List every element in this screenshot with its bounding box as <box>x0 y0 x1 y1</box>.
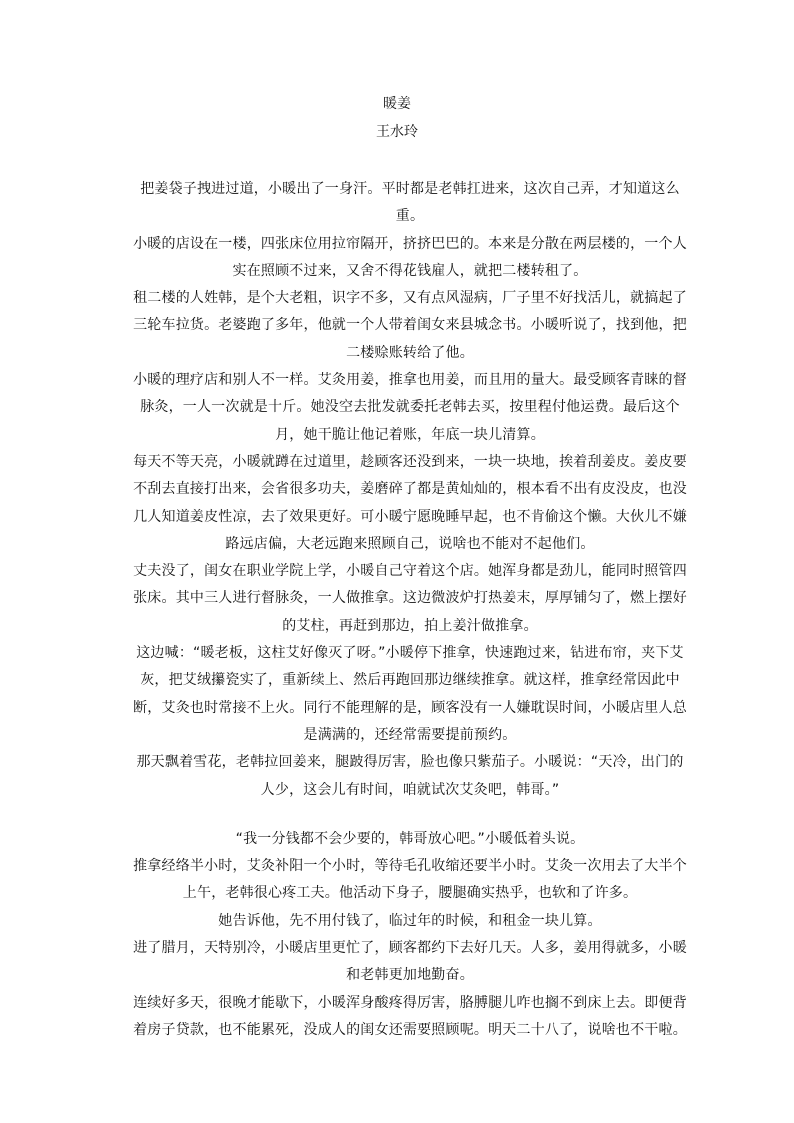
paragraph: 小暖的店设在一楼，四张床位用拉帘隔开，挤挤巴巴的。本来是分散在两层楼的，一个人实在照顾不过来，又舍不得花钱雇人，就把二楼转租了。 <box>133 235 687 279</box>
paragraph: 小暖的理疗店和别人不一样。艾灸用姜，推拿也用姜，而且用的量大。最受顾客青睐的督脉灸，一人一次就是十斤。她没空去批发就委托老韩去买，按里程付他运费。最后这个月，她干脆让他记着账，年底一块儿清算。 <box>133 372 687 443</box>
paragraph: 那天飘着雪花，老韩拉回姜来，腿跛得厉害，脸也像只紫茄子。小暖说：“天冷，出门的人少，这会儿有时间，咱就试次艾灸吧，韩哥。” <box>136 754 684 798</box>
paragraph: 进了腊月，天特别冷，小暖店里更忙了，顾客都约下去好几天。人多，姜用得就多，小暖和老韩更加地勤奋。 <box>133 940 687 984</box>
article-title: 暖姜 <box>383 96 411 112</box>
article-body <box>130 176 690 1044</box>
article-author: 王水玲 <box>376 124 418 140</box>
paragraph: 推拿经络半小时，艾灸补阳一个小时，等待毛孔收缩还要半小时。艾灸一次用去了大半个上午，老韩很心疼工夫。他活动下身子，腰腿确实热乎，也软和了许多。 <box>133 858 687 902</box>
paragraph: 把姜袋子拽进过道，小暖出了一身汗。平时都是老韩扛进来，这次自己弄，才知道这么重。 <box>140 181 680 225</box>
paragraph: 连续好多天，很晚才能歇下，小暖浑身酸疼得厉害，胳膊腿儿咋也搁不到床上去。即便背着房子贷款，也不能累死，没成人的闺女还需要照顾呢。明天二十八了，说啥也不干啦。 <box>133 994 687 1038</box>
paragraph: 她告诉他，先不用付钱了，临过年的时候，和租金一块儿算。 <box>218 912 602 929</box>
paragraph: 租二楼的人姓韩，是个大老粗，识字不多，又有点风湿病，厂子里不好找活儿，就搞起了三轮车拉货。老婆跑了多年，他就一个人带着闺女来县城念书。小暖听说了，找到他，把二楼赊账转给了他。 <box>133 290 687 361</box>
paragraph: 丈夫没了，闺女在职业学院上学，小暖自己守着这个店。她浑身都是劲儿，能同时照管四张床。其中三人进行督脉灸，一人做推拿。这边微波炉打热姜末，厚厚铺匀了，燃上摆好的艾柱，再赶到那边，拍上姜汁做推拿。 <box>133 563 687 634</box>
paragraph: 这边喊：“暖老板，这柱艾好像灭了呀。”小暖停下推拿，快速跑过来，钻进布帘，夹下艾灰，把艾绒攥瓷实了，重新续上、然后再跑回那边继续推拿。就这样，推拿经常因此中断，艾灸也时常接不上火。同行不能理解的是，顾客没有一人嫌耽误时间，小暖店里人总是满满的，还经常需要提前预约。 <box>133 645 687 743</box>
paragraph: “我一分钱都不会少要的，韩哥放心吧。”小暖低着头说。 <box>235 830 585 847</box>
paragraph: 每天不等天亮，小暖就蹲在过道里，趁顾客还没到来，一块一块地，挨着刮姜皮。姜皮要不刮去直接打出来，会省很多功夫，姜磨碎了都是黄灿灿的，根本看不出有皮没皮，也没几人知道姜皮性凉，去了效果更好。可小暖宁愿晚睡早起，也不肯偷这个懒。大伙儿不嫌路远店偏，大老远跑来照顾自己，说啥也不能对不起他们。 <box>133 453 687 552</box>
